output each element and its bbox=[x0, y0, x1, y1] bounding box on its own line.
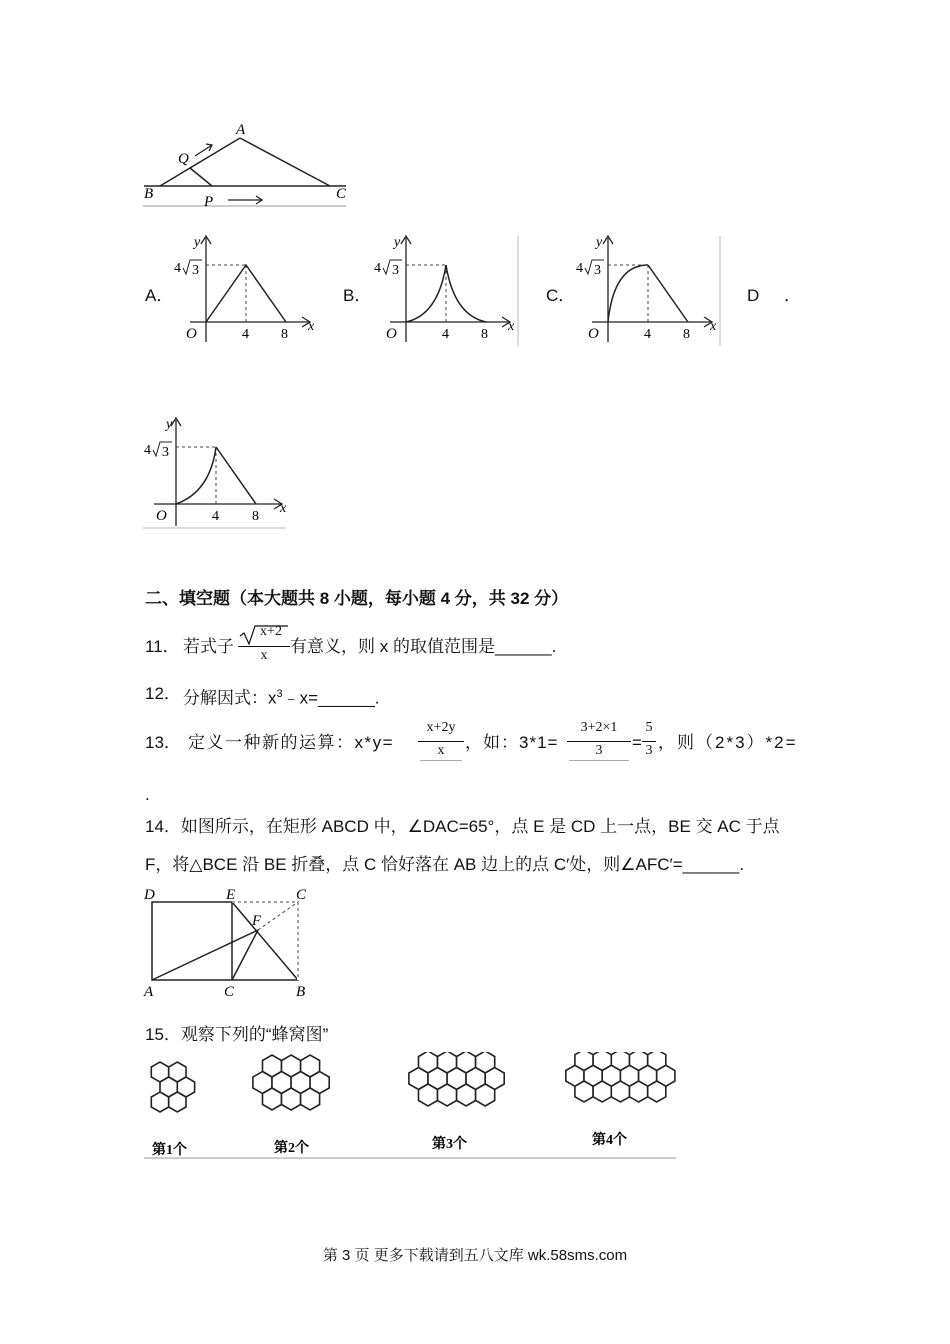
q13-f3-numerator: 5 bbox=[645, 720, 653, 735]
honeycomb-cell-2 bbox=[263, 1088, 282, 1110]
q11-denominator: x bbox=[260, 648, 268, 663]
honeycomb-cell-1 bbox=[151, 1092, 168, 1112]
q13-mid: ，如：3*1= bbox=[465, 733, 559, 752]
q11-fraction-bar bbox=[238, 646, 290, 647]
page-footer: 第 3 页 更多下载请到五八文库 wk.58sms.com bbox=[322, 1247, 628, 1264]
honeycomb-label-2: 第2个 bbox=[274, 1141, 309, 1156]
y-axis-label: y bbox=[596, 235, 603, 250]
graph-option-d bbox=[140, 412, 290, 532]
label-Q: Q bbox=[178, 151, 189, 167]
q13-post: ，则（2*3）*2= bbox=[658, 733, 798, 752]
q13-f2-underline bbox=[569, 760, 629, 761]
x-axis-label: x bbox=[508, 319, 515, 334]
honeycomb-cell-4 bbox=[611, 1081, 629, 1102]
q13-f1-denominator: x bbox=[437, 743, 445, 758]
q12-rest: ﹣x=______. bbox=[282, 688, 380, 708]
label-C: C bbox=[336, 186, 347, 202]
graph-option-b bbox=[368, 230, 523, 346]
label-A: A bbox=[144, 984, 154, 1000]
y-axis-label: y bbox=[394, 235, 401, 250]
rectangle-fold-figure bbox=[140, 884, 320, 1000]
option-d-dot: ． bbox=[784, 286, 801, 305]
label-F: F bbox=[252, 913, 262, 929]
q13-f1-bar bbox=[418, 741, 464, 742]
option-c-label: C． bbox=[546, 286, 576, 305]
honeycomb-cell-4 bbox=[575, 1081, 593, 1102]
x-tick-8: 8 bbox=[252, 509, 259, 524]
triangle-figure bbox=[140, 118, 355, 214]
origin-label: O bbox=[156, 508, 167, 524]
q13-number: 13． bbox=[145, 733, 181, 752]
x-tick-8: 8 bbox=[683, 327, 690, 342]
q12-number: 12． bbox=[145, 684, 181, 703]
y-tick-sqrt3: 3 bbox=[192, 263, 199, 278]
honeycomb-cell-2 bbox=[282, 1088, 301, 1110]
option-b-label: B． bbox=[343, 286, 372, 305]
q11-post: 有意义，则 x 的取值范围是______. bbox=[290, 637, 557, 656]
q11-numerator: x+2 bbox=[260, 624, 282, 639]
q13-end: . bbox=[145, 785, 150, 804]
y-tick-4: 4 bbox=[174, 261, 181, 276]
label-B: B bbox=[296, 984, 306, 1000]
honeycomb-cell-3 bbox=[438, 1084, 457, 1106]
label-B: B bbox=[144, 186, 154, 202]
honeycomb-label-1: 第1个 bbox=[152, 1143, 187, 1158]
y-axis-label: y bbox=[166, 417, 173, 432]
q11-pre: 若式子 bbox=[183, 637, 234, 656]
graph-option-c bbox=[570, 230, 725, 346]
x-tick-4: 4 bbox=[212, 509, 219, 524]
x-tick-4: 4 bbox=[442, 327, 449, 342]
label-A: A bbox=[236, 122, 246, 138]
q12-main: 分解因式：x bbox=[183, 688, 277, 708]
q13-f1-numerator: x+2y bbox=[426, 720, 456, 735]
honeycomb-cell-2 bbox=[301, 1088, 320, 1110]
honeycomb-label-4: 第4个 bbox=[592, 1133, 627, 1148]
q13-pre: 定义一种新的运算：x*y= bbox=[188, 733, 395, 752]
honeycomb-cell-4 bbox=[648, 1081, 666, 1102]
option-a-label: A． bbox=[145, 286, 174, 305]
q11-number: 11． bbox=[145, 637, 180, 656]
y-axis-label: y bbox=[194, 235, 201, 250]
label-C-bottom: C bbox=[224, 984, 235, 1000]
q13-f2-denominator: 3 bbox=[595, 743, 603, 758]
q13-f2-numerator: 3+2×1 bbox=[580, 720, 618, 735]
honeycomb-cell-3 bbox=[476, 1084, 495, 1106]
honeycomb-cell-3 bbox=[457, 1084, 476, 1106]
q14-line1: 14．如图所示，在矩形 ABCD 中，∠DAC=65°，点 E 是 CD 上一点，BE 交 AC 于点 bbox=[145, 817, 780, 836]
x-tick-4: 4 bbox=[242, 327, 249, 342]
q12-exponent: 3 bbox=[276, 688, 283, 700]
x-tick-8: 8 bbox=[281, 327, 288, 342]
label-E: E bbox=[226, 887, 236, 903]
honeycomb-cell-1 bbox=[169, 1092, 186, 1112]
q15-text: 15．观察下列的“蜂窝图” bbox=[145, 1025, 329, 1044]
q13-f1-underline bbox=[420, 760, 462, 761]
honeycomb-cell-4 bbox=[593, 1081, 611, 1102]
section2-heading: 二、填空题（本大题共 8 小题，每小题 4 分，共 32 分） bbox=[145, 589, 569, 608]
y-tick-sqrt3: 3 bbox=[162, 445, 169, 460]
label-C-top: C bbox=[296, 887, 307, 903]
honeycomb-cell-3 bbox=[419, 1084, 438, 1106]
x-axis-label: x bbox=[308, 319, 315, 334]
origin-label: O bbox=[386, 326, 397, 342]
x-tick-8: 8 bbox=[481, 327, 488, 342]
origin-label: O bbox=[186, 326, 197, 342]
y-tick-sqrt3: 3 bbox=[392, 263, 399, 278]
honeycomb-label-3: 第3个 bbox=[432, 1137, 467, 1152]
x-tick-4: 4 bbox=[644, 327, 651, 342]
origin-label: O bbox=[588, 326, 599, 342]
q12-text bbox=[183, 683, 380, 710]
q14-line2: F，将△BCE 沿 BE 折叠，点 C 恰好落在 AB 边上的点 C′处，则∠AFC′=______. bbox=[145, 855, 745, 874]
x-axis-label: x bbox=[710, 319, 717, 334]
y-tick-sqrt3: 3 bbox=[594, 263, 601, 278]
y-tick-4: 4 bbox=[144, 443, 151, 458]
label-D: D bbox=[144, 887, 155, 903]
q13-f3-denominator: 3 bbox=[645, 743, 653, 758]
q13-equals: = bbox=[632, 733, 642, 752]
x-axis-label: x bbox=[280, 501, 287, 516]
graph-option-a bbox=[168, 230, 318, 346]
q13-f3-bar bbox=[642, 741, 656, 742]
honeycomb-figure bbox=[140, 1052, 680, 1162]
honeycomb-cell-4 bbox=[630, 1081, 648, 1102]
y-tick-4: 4 bbox=[576, 261, 583, 276]
q13-f2-bar bbox=[567, 741, 631, 742]
y-tick-4: 4 bbox=[374, 261, 381, 276]
option-d-label: D bbox=[747, 286, 760, 305]
label-P: P bbox=[204, 194, 214, 210]
